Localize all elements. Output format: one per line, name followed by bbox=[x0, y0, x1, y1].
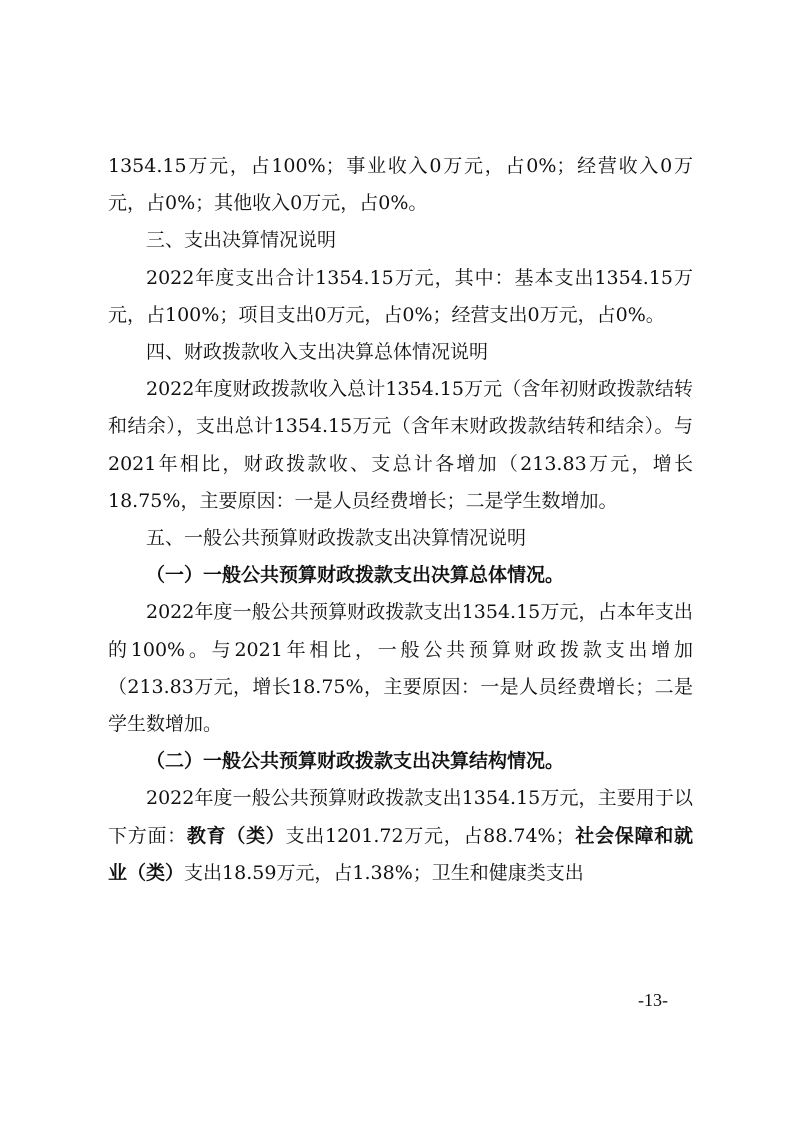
section-5-2-heading: （二）一般公共预算财政拨款支出决算结构情况。 bbox=[146, 750, 565, 773]
structure-paragraph bbox=[108, 780, 693, 892]
section-4-heading: 四、财政拨款收入支出决算总体情况说明 bbox=[146, 341, 489, 364]
structure-text-d: 支出18.59万元，占1.38%；卫生和健康类支出 bbox=[184, 861, 584, 884]
structure-category-social: 社会保障和就业（类） bbox=[108, 824, 693, 884]
section-3-heading: 三、支出决算情况说明 bbox=[146, 229, 337, 252]
page-number: -13- bbox=[638, 990, 668, 1010]
section-5-heading: 五、一般公共预算财政拨款支出决算情况说明 bbox=[146, 527, 527, 550]
structure-category-education: 教育（类） bbox=[186, 824, 286, 847]
income-paragraph-continued: 1354.15万元，占100%；事业收入0万元，占0%；经营收入0万元，占0%；其他收入0万元，占0%。 bbox=[108, 155, 693, 215]
expense-paragraph: 2022年度支出合计1354.15万元，其中：基本支出1354.15万元，占100%；项目支出0万元，占0%；经营支出0万元，占0%。 bbox=[108, 266, 693, 326]
general-budget-paragraph: 2022年度一般公共预算财政拨款支出1354.15万元，占本年支出的100%。与2021年相比，一般公共预算财政拨款支出增加（213.83万元，增长18.75%，主要原因：一是人员经费增长；二是学生数增加。 bbox=[108, 601, 693, 736]
structure-text-a: 2022年度一般公共预算财政拨款支出1354.15万元，主要用于以下方面： bbox=[108, 787, 693, 847]
structure-text-c: 支出1201.72万元，占88.74%； bbox=[285, 824, 575, 847]
section-5-1-heading: （一）一般公共预算财政拨款支出决算总体情况。 bbox=[146, 564, 565, 587]
fiscal-paragraph: 2022年度财政拨款收入总计1354.15万元（含年初财政拨款结转和结余），支出总计1354.15万元（含年末财政拨款结转和结余）。与2021年相比，财政拨款收、支总计各增加（213.83万元，增长18.75%，主要原因：一是人员经费增长；二是学生数增加。 bbox=[108, 378, 693, 512]
document-body bbox=[108, 148, 693, 892]
